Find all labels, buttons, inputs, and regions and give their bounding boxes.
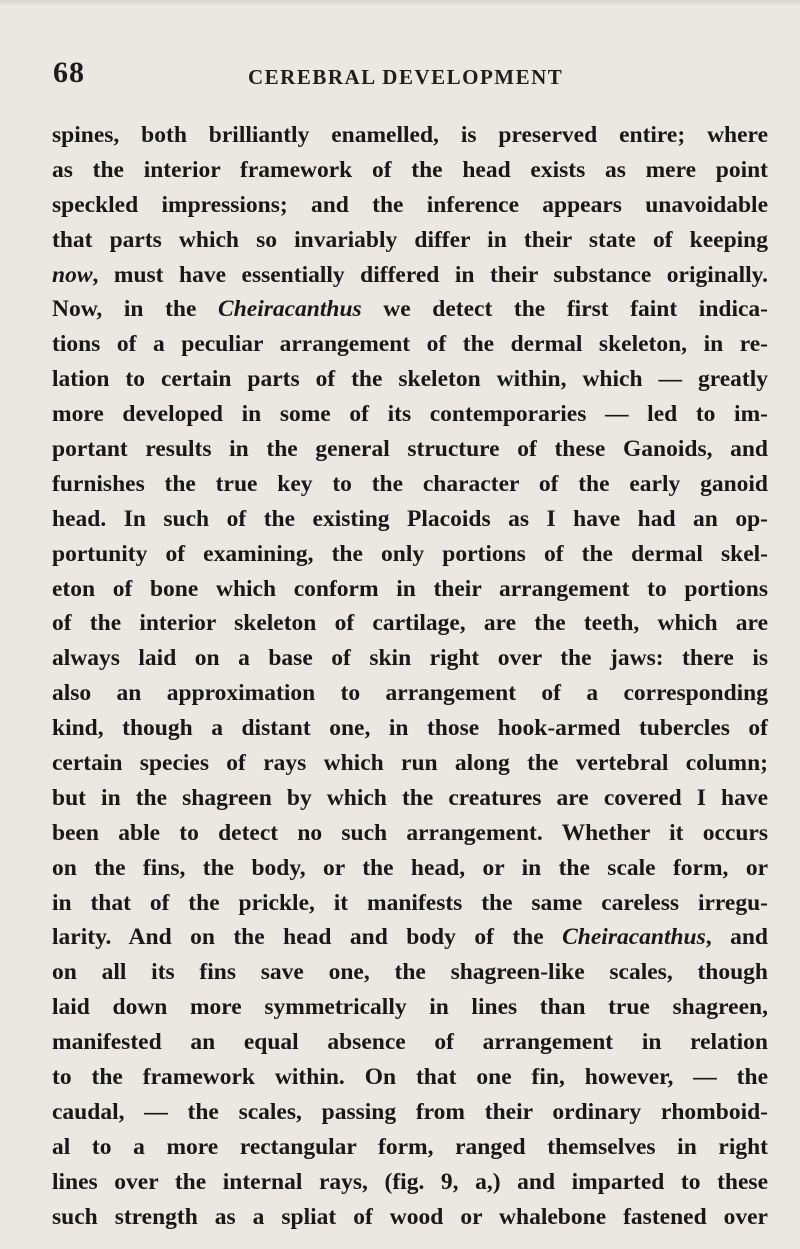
- text-line: kind, though a distant one, in those hook-armed tubercles of: [52, 715, 768, 742]
- text-line: portant results in the general structure of these Ganoids, and: [52, 436, 768, 463]
- text-line: furnishes the true key to the character of the early ganoid: [52, 470, 768, 497]
- text-line: caudal, — the scales, passing from their ordinary rhomboid-: [52, 1098, 768, 1125]
- text-line: head. In such of the existing Placoids as I have had an op-: [52, 505, 768, 532]
- text-line: speckled impressions; and the inference appears unavoidable: [52, 191, 768, 218]
- text-line: laid down more symmetrically in lines than true shagreen,: [52, 994, 768, 1021]
- text-line: such strength as a spliat of wood or whalebone fastened over: [52, 1203, 768, 1230]
- text-line: lation to certain parts of the skeleton within, which — greatly: [52, 366, 768, 393]
- text-line: to the framework within. On that one fin, however, — the: [52, 1064, 768, 1091]
- text-line: also an approximation to arrangement of a corresponding: [52, 680, 768, 707]
- text-line: in that of the prickle, it manifests the same careless irregu-: [52, 889, 768, 916]
- text-line: of the interior skeleton of cartilage, are the teeth, which are: [52, 610, 768, 637]
- text-line: now, must have essentially differed in their substance originally.: [52, 261, 768, 288]
- page-header: [0, 56, 800, 96]
- text-line: certain species of rays which run along the vertebral column;: [52, 750, 768, 777]
- text-line: more developed in some of its contemporaries — led to im-: [52, 401, 768, 428]
- text-line: spines, both brilliantly enamelled, is preserved entire; where: [52, 122, 768, 148]
- running-head: CEREBRAL DEVELOPMENT: [248, 65, 564, 89]
- text-line: that parts which so invariably differ in their state of keeping: [52, 226, 768, 253]
- text-line: Now, in the Cheiracanthus we detect the first faint indica-: [52, 296, 769, 323]
- text-line: portunity of examining, the only portions of the dermal skel-: [52, 540, 768, 567]
- page-top-edge: [0, 0, 800, 6]
- body-text: [52, 118, 768, 1235]
- text-line: eton of bone which conform in their arrangement to portions: [52, 575, 768, 602]
- text-line: tions of a peculiar arrangement of the dermal skeleton, in re-: [52, 331, 768, 358]
- page-number: 68: [53, 56, 85, 89]
- text-line: but in the shagreen by which the creatures are covered I have: [52, 784, 768, 811]
- text-line: al to a more rectangular form, ranged themselves in right: [52, 1133, 768, 1160]
- text-line: on the fins, the body, or the head, or in the scale form, or: [52, 854, 768, 881]
- text-line: as the interior framework of the head exists as mere point: [52, 156, 768, 183]
- text-line: manifested an equal absence of arrangement in relation: [52, 1029, 768, 1056]
- text-line: lines over the internal rays, (fig. 9, a,) and imparted to these: [52, 1168, 768, 1195]
- text-line: always laid on a base of skin right over the jaws: there is: [52, 645, 768, 672]
- text-line: on all its fins save one, the shagreen-like scales, though: [52, 959, 768, 986]
- text-line: larity. And on the head and body of the Cheiracanthus, and: [52, 924, 768, 951]
- text-line: been able to detect no such arrangement. Whether it occurs: [52, 819, 768, 846]
